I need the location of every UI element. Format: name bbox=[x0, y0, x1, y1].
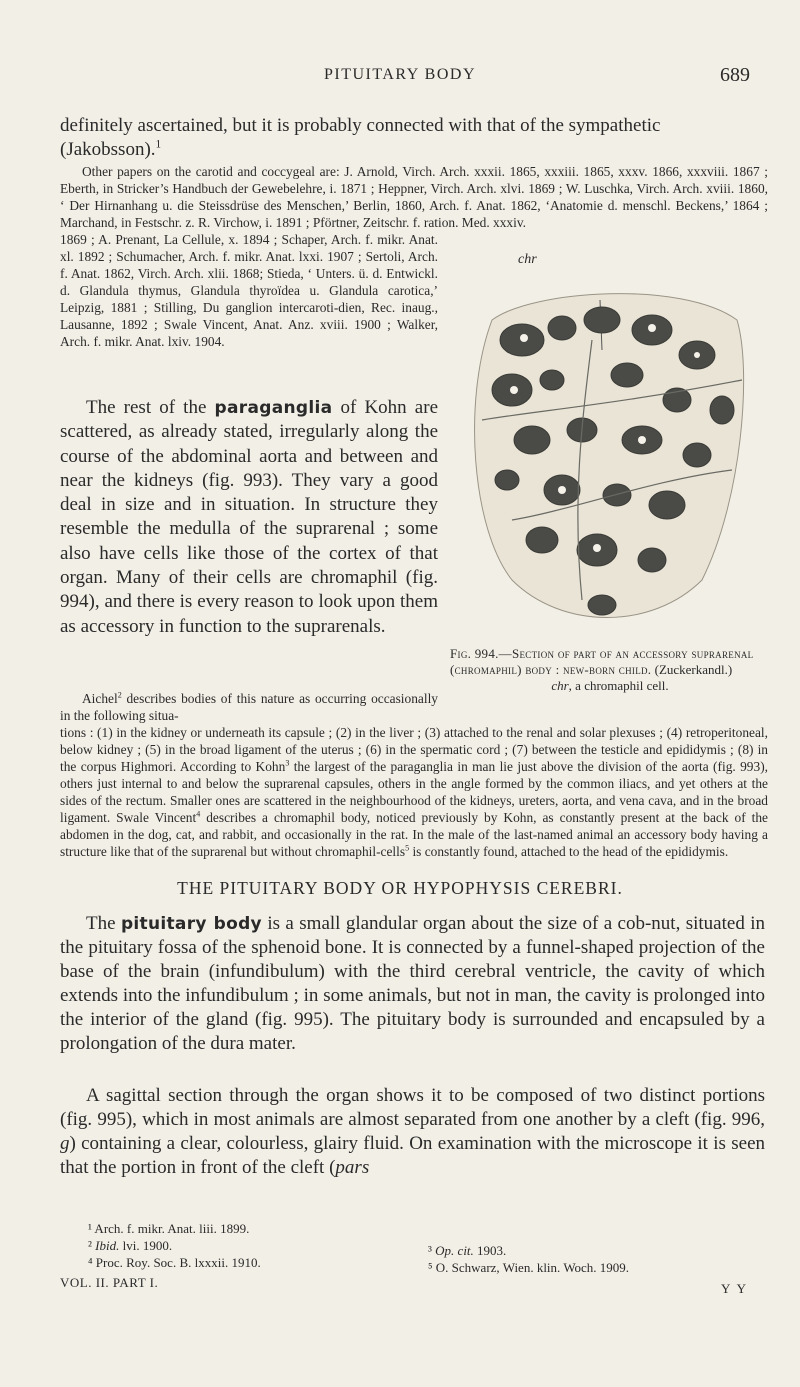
footnote-3-num: ³ bbox=[428, 1243, 432, 1258]
footnote-ref-5: 5 bbox=[405, 843, 410, 853]
figure-994-illustration bbox=[452, 280, 762, 640]
footnote-2-italic: Ibid. bbox=[95, 1238, 120, 1253]
footnote-5: ⁵ O. Schwarz, Wien. klin. Woch. 1909. bbox=[428, 1260, 630, 1275]
volume-line: VOL. II. PART I. bbox=[60, 1275, 159, 1290]
footnote-ref-4: 4 bbox=[196, 809, 201, 819]
footnote-4: ⁴ Proc. Roy. Soc. B. lxxxii. 1910. bbox=[88, 1255, 261, 1270]
aichel-name: Aichel bbox=[82, 691, 118, 706]
caption-key bbox=[450, 678, 770, 694]
paraganglia-text-a: The rest of the bbox=[86, 397, 215, 418]
footnote-ref-3: 3 bbox=[285, 758, 290, 768]
section-heading: THE PITUITARY BODY OR HYPOPHYSIS CEREBRI. bbox=[177, 878, 623, 898]
paraganglia-text-b: of Kohn are scattered, as already stated, irregularly along the course of the abdominal aorta and between and near the kidneys (fig. 993). They vary a good deal in size and in situation. In structure they resemble the medulla of the suprarenal ; some also have cells like those of the cortex of that organ. Many of their cells are chromaphil (fig. 994), and there is every reason to look upon them as accessory in function to the suprarenals. bbox=[60, 397, 438, 637]
sagittal-text-b: ) containing a clear, colourless, glairy fluid. On examination with the microscope it is seen that the portion in front of the cleft ( bbox=[60, 1133, 765, 1178]
caption-title: Fig. 994.—Section of part of an accessory suprarenal (chromaphil) body : new-born child. bbox=[450, 646, 754, 677]
aichel-text-1: tions : (1) in the kidney or underneath its capsule ; (2) in the liver ; (3) attached to the renal and solar plexuses ; (4) retroperitoneal, below kidney ; (5) in the broad ligament of the uterus ; (6) in the spermatic cord ; (7) between the testicle and epididymis ; (8) in the corpus Highmori. According to Kohn bbox=[60, 725, 768, 774]
sagittal-italic-pars: pars bbox=[335, 1157, 370, 1178]
footnote-3-rest: 1903. bbox=[473, 1243, 507, 1258]
signature-mark: Y Y bbox=[720, 1281, 748, 1296]
sagittal-italic-g: g bbox=[60, 1133, 70, 1154]
paraganglia-paragraph bbox=[60, 396, 438, 639]
aichel-text-4: is constantly found, attached to the head of the epididymis. bbox=[409, 844, 729, 859]
figure-label-chr: chr bbox=[518, 252, 537, 267]
footnote-ref-2: 2 bbox=[117, 690, 122, 700]
pituitary-paragraph bbox=[60, 912, 765, 1056]
footnote-3 bbox=[428, 1242, 768, 1259]
footnotes-left bbox=[88, 1220, 418, 1271]
footnote-2-num: ² bbox=[88, 1238, 92, 1253]
caption-key-label: chr bbox=[551, 678, 569, 693]
intro-line-1: definitely ascertained, but it is probably connected with that of the sympathetic bbox=[60, 115, 661, 136]
caption-key-text: , a chromaphil cell. bbox=[568, 678, 669, 693]
intro-paragraph bbox=[60, 114, 765, 162]
aichel-text-3: describes a chromaphil body, noticed previously by Kohn, as constantly present at the back of the abdomen in the dog, cat, and rabbit, and occasionally in the rat. In the male of the last-named animal an accessory body having a structure like that of the suprarenal but without chromaphil-cells bbox=[60, 810, 769, 859]
carotid-papers-continued bbox=[60, 231, 438, 350]
footnote-1: ¹ Arch. f. mikr. Anat. liii. 1899. bbox=[88, 1221, 250, 1236]
intro-line-2: (Jakobsson). bbox=[60, 139, 156, 160]
aichel-paragraph-continued bbox=[60, 724, 768, 860]
page-number: 689 bbox=[720, 64, 750, 86]
sagittal-text-a: A sagittal section through the organ shows it to be composed of two distinct portions (fig. 995), which in most animals are almost separated from one another by a cleft (fig. 996, bbox=[60, 1085, 765, 1130]
footnote-3-italic: Op. cit. bbox=[435, 1243, 474, 1258]
aichel-text-2: the largest of the paraganglia in man lie just above the division of the aorta (fig. 993), others just internal to and below the suprarenal capsules, others in the angle formed by the common iliacs, and yet others at the sides of the rectum. Smaller ones are scattered in the neighbourhood of the kidneys, ureters, aorta, and vena cava, and in the broad ligament. Swale Vincent bbox=[60, 759, 768, 825]
footnote-2 bbox=[88, 1237, 418, 1254]
pituitary-text-b: is a small glandular organ about the size of a cob-nut, situated in the pituitary fossa of the sphenoid bone. It is connected by a funnel-shaped projection of the base of the brain (infundibulum) with the third cerebral ventricle, the cavity of which extends into the infundibulum ; in some animals, but not in man, the cavity is prolonged into the interior of the gland (fig. 995). The pituitary body is surrounded and encapsuled by a prolongation of the dura mater. bbox=[60, 913, 766, 1054]
running-title: PITUITARY BODY bbox=[323, 66, 476, 83]
sagittal-paragraph bbox=[60, 1084, 765, 1180]
running-head bbox=[0, 64, 800, 90]
figure-caption bbox=[450, 646, 770, 694]
aichel-narrow-text: describes bodies of this nature as occurring occasionally in the following situa- bbox=[60, 691, 438, 723]
caption-credit: (Zuckerkandl.) bbox=[651, 662, 733, 677]
footnotes-right bbox=[428, 1242, 768, 1276]
paraganglia-term: paraganglia bbox=[214, 398, 333, 418]
carotid-papers-continued-text: 1869 ; A. Prenant, La Cellule, x. 1894 ; Schaper, Arch. f. mikr. Anat. xl. 1892 ; Schumacher, Arch. f. mikr. Anat. lxxi. 1907 ; Sertoli, Arch. f. Anat. 1862, Virch. Arch. xlii. 1868; Stieda, ‘ Unters. ü. d. Entwickl. d. Glandula thymus, Glandula thyroïdea u. Glandula carotica,’ Leipzig, 1881 ; Stilling, Du ganglion intercaroti-dien, Rec. inaug., Lausanne, 1892 ; Swale Vincent, Anat. Anz. xviii. 1900 ; Walker, Arch. f. mikr. Anat. lxiv. 1904. bbox=[60, 232, 438, 349]
pituitary-term: pituitary body bbox=[120, 914, 262, 934]
footnote-ref-1: 1 bbox=[155, 138, 162, 151]
pituitary-text-a: The bbox=[86, 913, 121, 934]
carotid-papers-text: Other papers on the carotid and coccygeal are: J. Arnold, Virch. Arch. xxxii. 1865, xxxiii. 1865, xxxv. 1866, xxxviii. 1867 ; Eberth, in Stricker’s Handbuch der Gewebelehre, i. 1871 ; Heppner, Virch. Arch. xlvi. 1869 ; W. Luschka, Virch. Arch. xviii. 1860, ‘ Der Hirnanhang u. die Steissdrüse des Menschen,’ Berlin, 1860, Arch. f. Anat. 1862, ‘Anatomie d. menschl. Beckens,’ 1864 ; Marchand, in Festschr. z. R. Virchow, i. 1891 ; Pförtner, Zeitschr. f. ration. Med. xxxiv. bbox=[60, 164, 768, 230]
aichel-paragraph-start bbox=[60, 690, 438, 724]
carotid-papers-paragraph bbox=[60, 163, 768, 231]
footnote-2-rest: lvi. 1900. bbox=[119, 1238, 173, 1253]
